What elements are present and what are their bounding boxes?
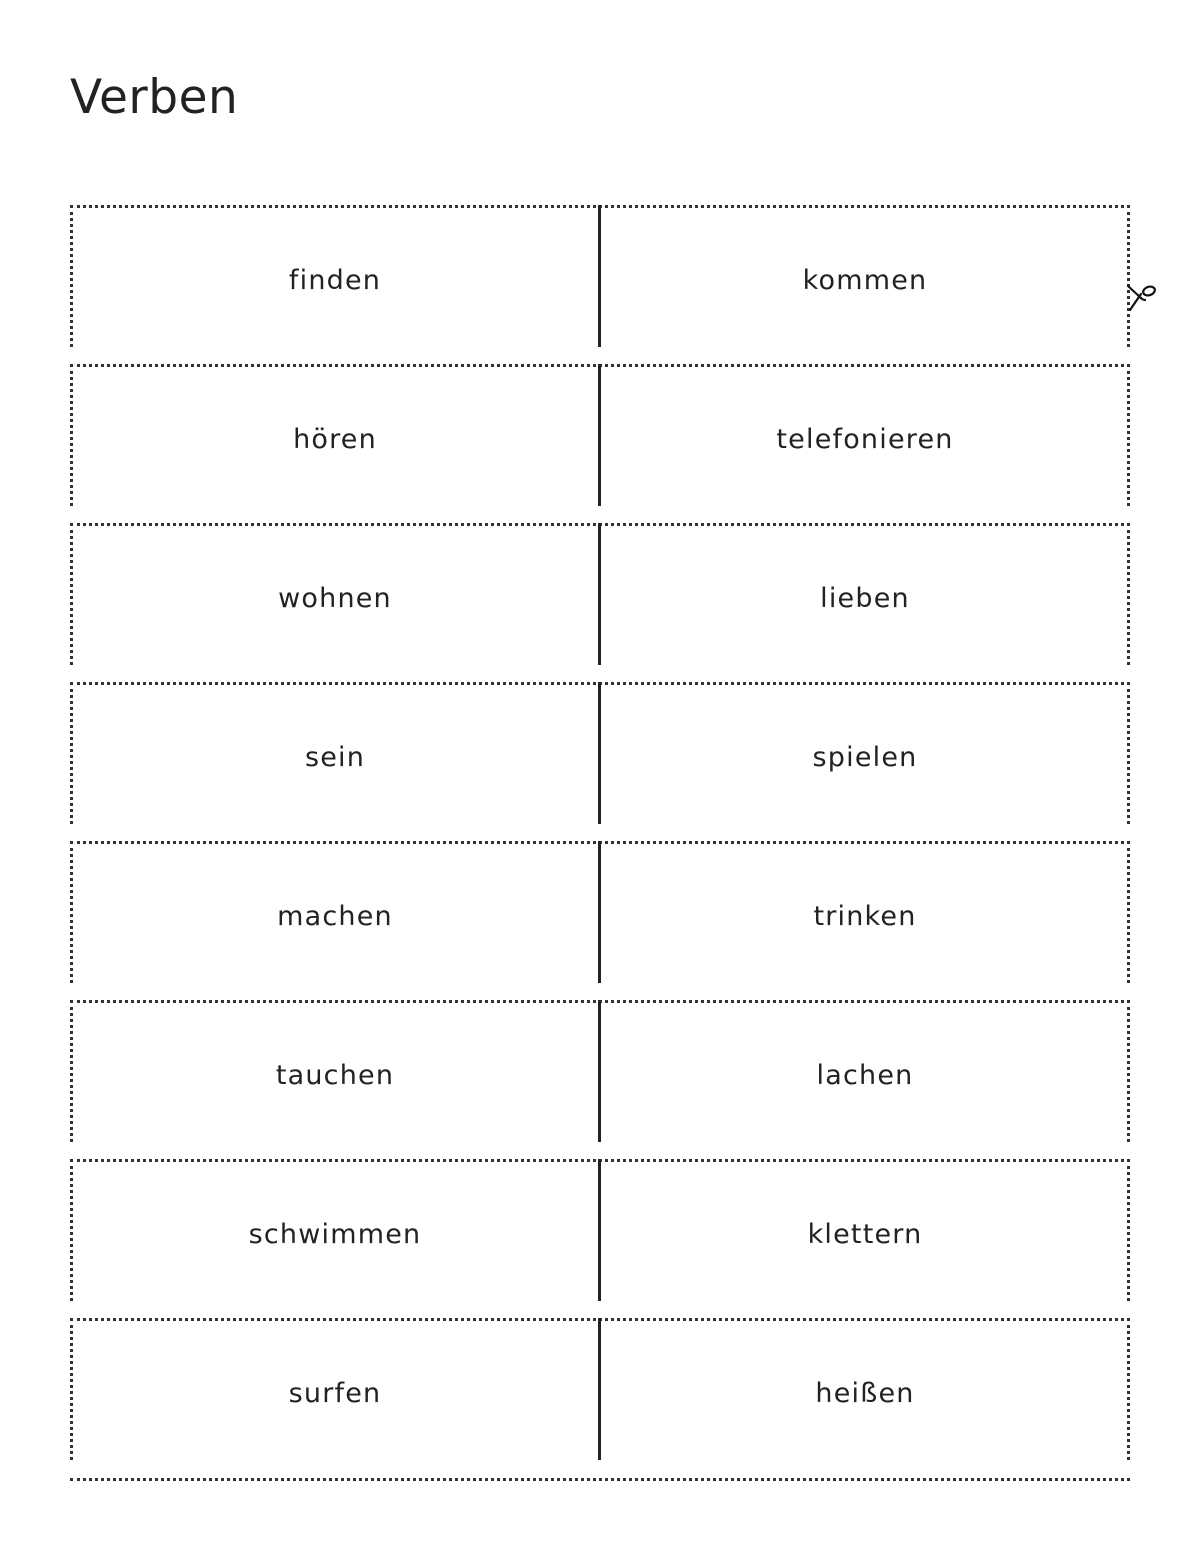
card-row	[70, 523, 1130, 682]
card-row	[70, 1318, 1130, 1477]
card-row	[70, 682, 1130, 841]
card-row	[70, 1000, 1130, 1159]
card-word-back: telefonieren	[776, 423, 954, 455]
flashcard-sheet	[70, 205, 1130, 1477]
page-title: Verben	[70, 70, 239, 125]
cut-line-bottom	[70, 1478, 1130, 1481]
card-word-front: schwimmen	[248, 1218, 422, 1250]
scissors-icon	[1124, 276, 1158, 314]
card-word-front: finden	[288, 264, 382, 296]
card-word-back: lieben	[820, 582, 910, 614]
card-word-front: wohnen	[278, 582, 392, 614]
card-word-front: hören	[293, 423, 377, 455]
card-word-back: kommen	[802, 264, 928, 296]
card-word-back: spielen	[812, 741, 918, 773]
card-word-back: trinken	[813, 900, 917, 932]
card-row	[70, 841, 1130, 1000]
card-word-front: machen	[277, 900, 393, 932]
card-row	[70, 1159, 1130, 1318]
card-word-front: tauchen	[275, 1059, 395, 1091]
card-word-back: klettern	[807, 1218, 923, 1250]
card-word-back: heißen	[815, 1377, 915, 1409]
card-word-front: surfen	[288, 1377, 382, 1409]
card-row	[70, 205, 1130, 364]
card-row	[70, 364, 1130, 523]
card-word-front: sein	[304, 741, 366, 773]
card-word-back: lachen	[816, 1059, 914, 1091]
